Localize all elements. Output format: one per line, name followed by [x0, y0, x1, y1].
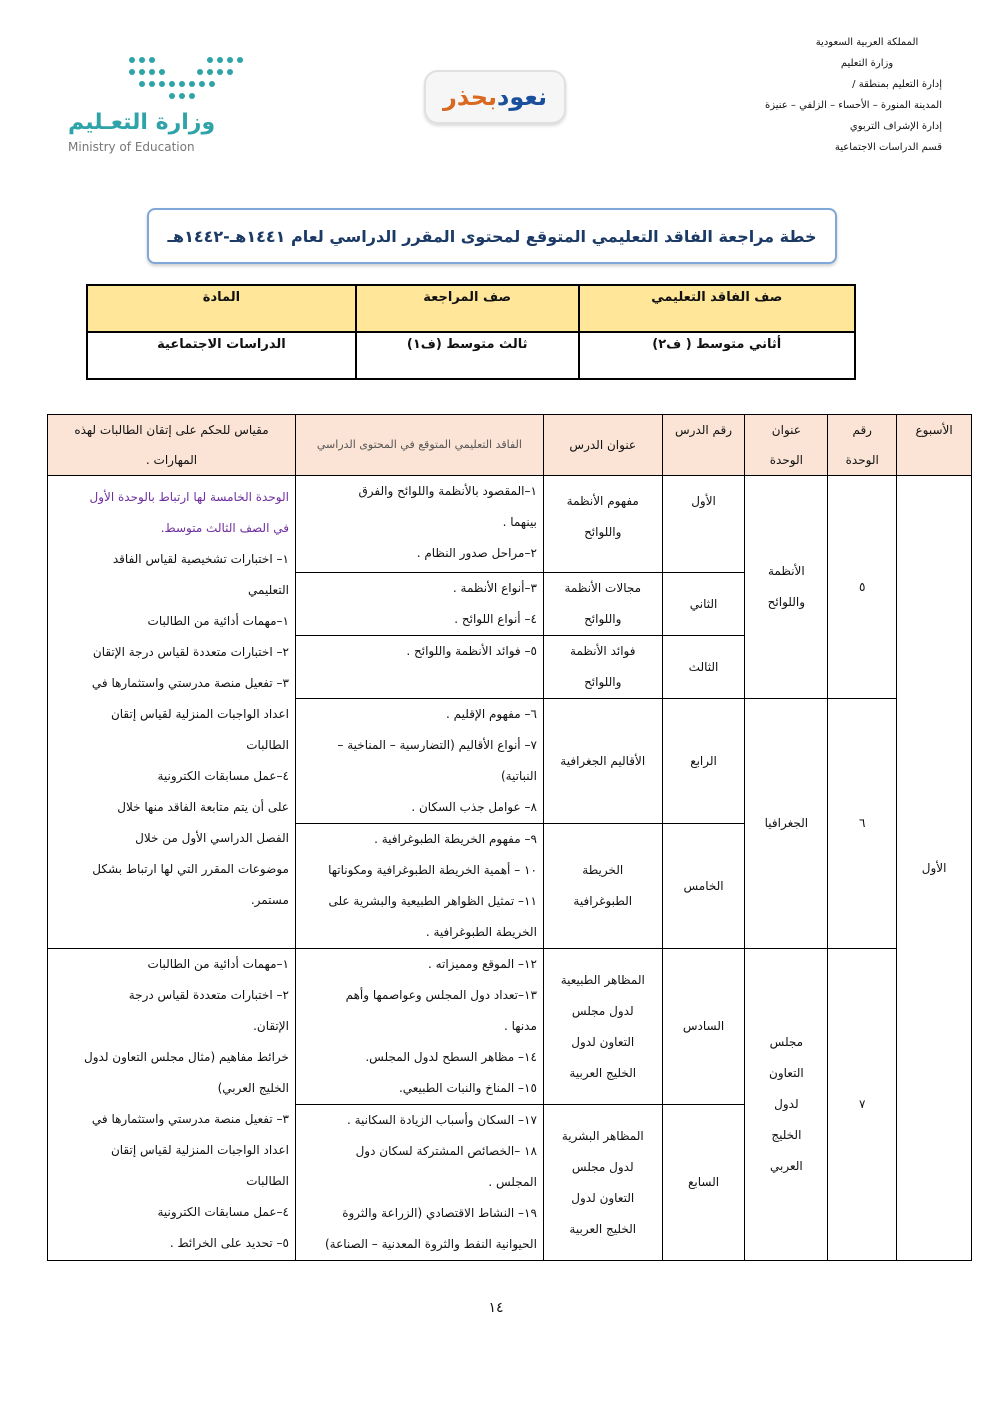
lesson-title-line: التعاون لدول [571, 1034, 635, 1049]
unit-title-line: الأنظمة [768, 564, 805, 578]
lesson-title-cell [543, 476, 662, 573]
header-measure-l2: المهارات . [145, 453, 198, 467]
loss-cell [295, 699, 543, 824]
loss-line: ٨– عوامل جذب السكان . [411, 800, 537, 814]
loss-cell [295, 824, 543, 949]
lesson-no-cell: الأول [662, 476, 745, 573]
lesson-title-line: واللوائح [584, 612, 622, 626]
lesson-no-cell: الثالث [662, 636, 745, 699]
plan-header-row [48, 415, 972, 476]
gov-line-kingdom: المملكة العربية السعودية [815, 37, 919, 48]
loss-line: ١١– تمثيل الظواهر الطبيعية والبشرية على [328, 894, 537, 908]
measure-line: ٤–عمل مسابقات الكترونية [157, 769, 289, 783]
lesson-no-cell: السابع [662, 1105, 745, 1261]
lesson-title-line: المظاهر البشرية [561, 1128, 644, 1143]
lesson-title-line: الخليج العربية [569, 1065, 637, 1080]
unit-title-cell [745, 476, 828, 699]
measure-line: خرائط مفاهيم (مثال مجلس التعاون لدول [84, 1050, 289, 1064]
unit-title-line: الجغرافيا [764, 816, 809, 830]
loss-line: ١٤– مظاهر السطح لدول المجلس. [365, 1050, 537, 1064]
unit-title-line: مجلس [769, 1035, 804, 1049]
loss-line: ١٥– المناخ والنبات الطبيعي. [398, 1081, 537, 1095]
info-value-row [87, 332, 855, 379]
lesson-title-cell [543, 949, 662, 1105]
measure-line: ٥– تحديد على الخرائط . [169, 1236, 289, 1250]
header-week: الأسبوع [897, 415, 972, 476]
loss-line: الخريطة الطبوغرافية . [425, 925, 537, 939]
loss-cell [295, 476, 543, 573]
loss-cell [295, 636, 543, 699]
info-header-loss-grade: صف الفاقد التعليمي [579, 285, 855, 332]
measure-line: اعداد الواجبات المنزلية لقياس إتقان [110, 707, 289, 721]
ministry-logo-english: Ministry of Education [68, 140, 195, 154]
measure-line: ١–مهمات أدائية من الطالبات [147, 957, 289, 971]
lesson-title-line: الأقاليم الجغرافية [560, 753, 646, 768]
lesson-title-line: مجالات الأنظمة [564, 581, 642, 595]
loss-line: مدنها . [504, 1019, 537, 1033]
loss-line: ٣–أنواع الأنظمة . [452, 581, 537, 595]
loss-line: ١٨ –الخصائص المشتركة لسكان دول [355, 1144, 537, 1158]
info-loss-grade: أثاني متوسط ( ف٢) [579, 332, 855, 379]
header-measure [48, 415, 296, 476]
header-lesson-title: عنوان الدرس [543, 415, 662, 476]
ministry-logo-arabic: وزارة التعـليم [68, 110, 216, 135]
lesson-title-line: المظاهر الطبيعية [560, 972, 645, 987]
lesson-title-cell [543, 699, 662, 824]
measure-line: الإتقان. [253, 1019, 289, 1033]
badge-word-2: بحذر [443, 83, 498, 111]
header-unit-no-l2: الوحدة [845, 453, 879, 467]
lesson-no-cell: الرابع [662, 699, 745, 824]
header-expected-loss: الفاقد التعليمي المتوقع في المحتوى الدراسي [295, 415, 543, 476]
gov-line-admin: إدارة التعليم بمنطقة / [852, 79, 942, 90]
unit-title-cell [745, 699, 828, 949]
lesson-title-line: واللوائح [584, 525, 622, 539]
measure-line: اعداد الواجبات المنزلية لقياس إتقان [110, 1143, 289, 1157]
info-header-review-grade: صف المراجعة [356, 285, 579, 332]
unit-no-cell: ٦ [828, 699, 897, 949]
week-cell: الأول [897, 476, 972, 1261]
government-header [752, 32, 942, 158]
measure-line: الفصل الدراسي الأول من خلال [135, 831, 289, 845]
lesson-no-cell: السادس [662, 949, 745, 1105]
lesson-title-cell [543, 573, 662, 636]
unit-title-line: الخليج [771, 1128, 802, 1142]
lesson-title-cell [543, 636, 662, 699]
lesson-no-cell: الخامس [662, 824, 745, 949]
measure-line: ٢– اختبارات متعددة لقياس درجة [128, 988, 289, 1002]
loss-line: ١٩– النشاط الاقتصادي (الزراعة والثروة [342, 1206, 537, 1220]
measure-line: مستمر. [250, 893, 289, 907]
loss-cell [295, 1105, 543, 1261]
measure-note-line: في الصف الثالث متوسط. [160, 521, 289, 535]
table-row [48, 476, 972, 573]
measure-line: ٣– تفعيل منصة مدرستي واستثمارها في [91, 676, 289, 690]
header-unit-no-l1: رقم [852, 423, 872, 437]
header-unit-title-l2: الوحدة [769, 453, 803, 467]
loss-line: ٧– أنواع الأقاليم (التضارسية – المناخية – [337, 738, 537, 752]
loss-cell [295, 949, 543, 1105]
info-subject: الدراسات الاجتماعية [87, 332, 356, 379]
unit-no-cell: ٥ [828, 476, 897, 699]
header-unit-title-l1: عنوان [771, 423, 801, 437]
lesson-title-cell [543, 1105, 662, 1261]
loss-line: ١–المقصود بالأنظمة واللوائح والفرق [358, 484, 537, 498]
info-header-subject: المادة [87, 285, 356, 332]
loss-cell [295, 573, 543, 636]
lesson-title-cell [543, 824, 662, 949]
measure-cell-2 [48, 949, 296, 1261]
ministry-dots-icon [60, 52, 260, 107]
lesson-title-line: الطبوغرافية [573, 894, 633, 908]
header-measure-l1: مقياس للحكم على إتقان الطالبات لهذه [74, 423, 269, 437]
measure-line: ٢– اختبارات متعددة لقياس درجة الإتقان [92, 645, 289, 659]
lesson-title-line: فوائد الأنظمة [570, 644, 636, 658]
measure-line: ١– اختبارات تشخيصية لقياس الفاقد [112, 552, 289, 566]
info-header-row [87, 285, 855, 332]
loss-line: ٥– فوائد الأنظمة واللوائح . [406, 644, 537, 658]
info-table [86, 284, 856, 380]
page-number: ١٤ [488, 1300, 504, 1316]
header-unit-no [828, 415, 897, 476]
campaign-badge [424, 70, 566, 124]
loss-line: ٤– أنواع اللوائح . [454, 612, 537, 626]
loss-line: المجلس . [488, 1175, 537, 1189]
unit-no-cell: ٧ [828, 949, 897, 1261]
header-unit-title [745, 415, 828, 476]
measure-line: الخليج العربي) [217, 1081, 289, 1095]
loss-line: الحيوانية النفط والثروة المعدنية – الصناعة) [325, 1237, 537, 1251]
loss-line: ٢–مراحل صدور النظام . [416, 546, 537, 560]
table-row [48, 949, 972, 1105]
unit-title-line: واللوائح [767, 595, 806, 609]
measure-cell-1 [48, 476, 296, 949]
loss-line: ١٧– السكان وأسباب الزيادة السكانية . [346, 1113, 537, 1127]
ministry-logo [60, 52, 260, 162]
unit-title-line: لدول [774, 1097, 799, 1111]
lesson-title-line: لدول مجلس [571, 1003, 634, 1018]
gov-line-department: قسم الدراسات الاجتماعية [834, 142, 942, 153]
lesson-title-line: واللوائح [584, 675, 622, 689]
measure-line: الطالبات [246, 738, 289, 752]
unit-title-line: العربي [770, 1159, 803, 1173]
lesson-title-line: الخليج العربية [569, 1221, 637, 1236]
loss-line: ١٣–تعداد دول المجلس وعواصمها وأهم [345, 988, 537, 1002]
loss-line: النباتية) [500, 769, 537, 783]
gov-line-cities: المدينة المنورة – الأحساء – الزلفي – عنيزة [764, 100, 942, 111]
measure-line: على أن يتم متابعة الفاقد منها خلال [117, 800, 289, 814]
page-title: خطة مراجعة الفاقد التعليمي المتوقع لمحتوى المقرر الدراسي لعام ١٤٤١هـ-١٤٤٢هـ [147, 208, 837, 264]
lesson-title-line: لدول مجلس [571, 1159, 634, 1174]
lesson-no-cell: الثاني [662, 573, 745, 636]
loss-line: ٦– مفهوم الإقليم . [446, 707, 537, 721]
lesson-title-line: الخريطة [582, 863, 624, 877]
measure-line: التعليمي [248, 583, 289, 597]
measure-line: ٤–عمل مسابقات الكترونية [157, 1205, 289, 1219]
loss-line: ١٠ – أهمية الخريطة الطبوغرافية ومكوناتها [328, 863, 537, 877]
lesson-title-line: مفهوم الأنظمة [566, 494, 639, 508]
loss-line: ٩– مفهوم الخريطة الطبوغرافية . [374, 832, 537, 846]
lesson-title-line: التعاون لدول [571, 1190, 635, 1205]
gov-line-supervision: إدارة الإشراف التربوي [849, 121, 942, 132]
measure-note-line: الوحدة الخامسة لها ارتباط بالوحدة الأول [89, 490, 289, 504]
gov-line-ministry: وزارة التعليم [840, 58, 894, 69]
measure-line: ١–مهمات أدائية من الطالبات [147, 614, 289, 628]
loss-line: بينهما . [502, 515, 537, 529]
header-lesson-no: رقم الدرس [662, 415, 745, 476]
info-review-grade: ثالث متوسط (ف١) [356, 332, 579, 379]
measure-line: موضوعات المقرر التي لها ارتباط بشكل [92, 862, 289, 876]
measure-line: الطالبات [246, 1174, 289, 1188]
loss-line: ١٢– الموقع ومميزاته . [427, 957, 537, 971]
badge-word-1: نعود [497, 83, 547, 111]
unit-title-cell [745, 949, 828, 1261]
measure-line: ٣– تفعيل منصة مدرستي واستثمارها في [91, 1112, 289, 1126]
unit-title-line: التعاون [769, 1066, 804, 1080]
plan-table [47, 414, 972, 1261]
